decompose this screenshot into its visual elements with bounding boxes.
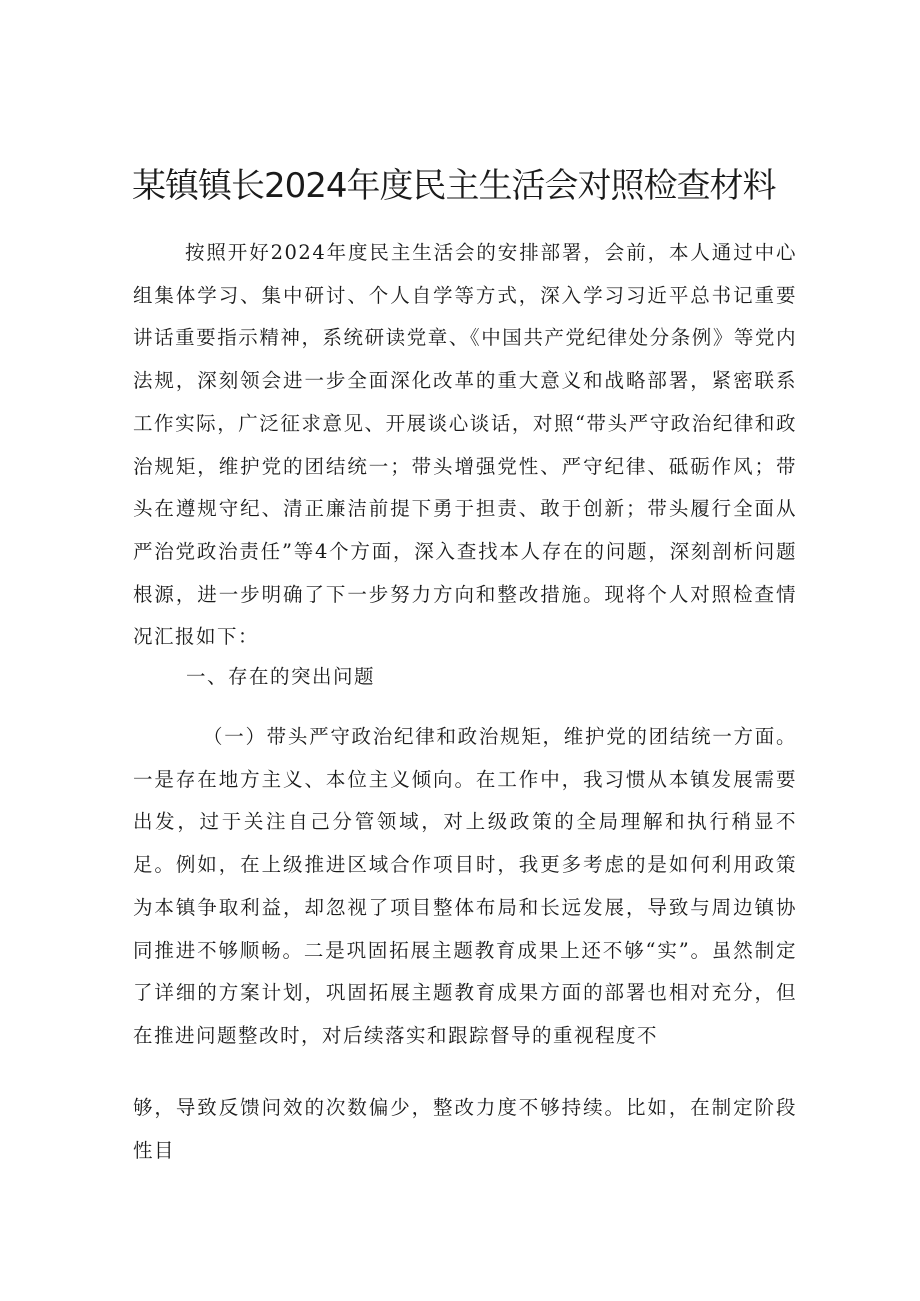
document-title: 某镇镇长2024年度民主生活会对照检查材料 xyxy=(132,166,776,206)
continuation-paragraph: 够，导致反馈问效的次数偏少，整改力度不够持续。比如，在制定阶段性目 xyxy=(133,1096,797,1162)
section-heading: 一、存在的突出问题 xyxy=(186,665,376,688)
subsection-paragraph: （一）带头严守政治纪律和政治规矩，维护党的团结统一方面。一是存在地方主义、本位主义倾向。在工作中，我习惯从本镇发展需要出发，过于关注自己分管领域，对上级政策的全局理解和执行稍显不足。例如，在上级推进区域合作项目时，我更多考虑的是如何利用政策为本镇争取利益，却忽视了项目整体布局和长远发展，导致与周边镇协同推进不够顺畅。二是巩固拓展主题教育成果上还不够“实”。虽然制定了详细的方案计划，巩固拓展主题教育成果方面的部署也相对充分，但在推进问题整改时，对后续落实和跟踪督导的重视程度不 xyxy=(133,725,797,1047)
intro-paragraph: 按照开好2024年度民主生活会的安排部署，会前，本人通过中心组集体学习、集中研讨、个人自学等方式，深入学习习近平总书记重要讲话重要指示精神，系统研读党章、《中国共产党纪律处分条例》等党内法规，深刻领会进一步全面深化改革的重大意义和战略部署，紧密联系工作实际，广泛征求意见、开展谈心谈话，对照“带头严守政治纪律和政治规矩，维护党的团结统一；带头增强党性、严守纪律、砥砺作风；带头在遵规守纪、清正廉洁前提下勇于担责、敢于创新；带头履行全面从严治党政治责任”等4个方面，深入查找本人存在的问题，深刻剖析问题根源，进一步明确了下一步努力方向和整改措施。现将个人对照检查情况汇报如下： xyxy=(133,241,797,649)
